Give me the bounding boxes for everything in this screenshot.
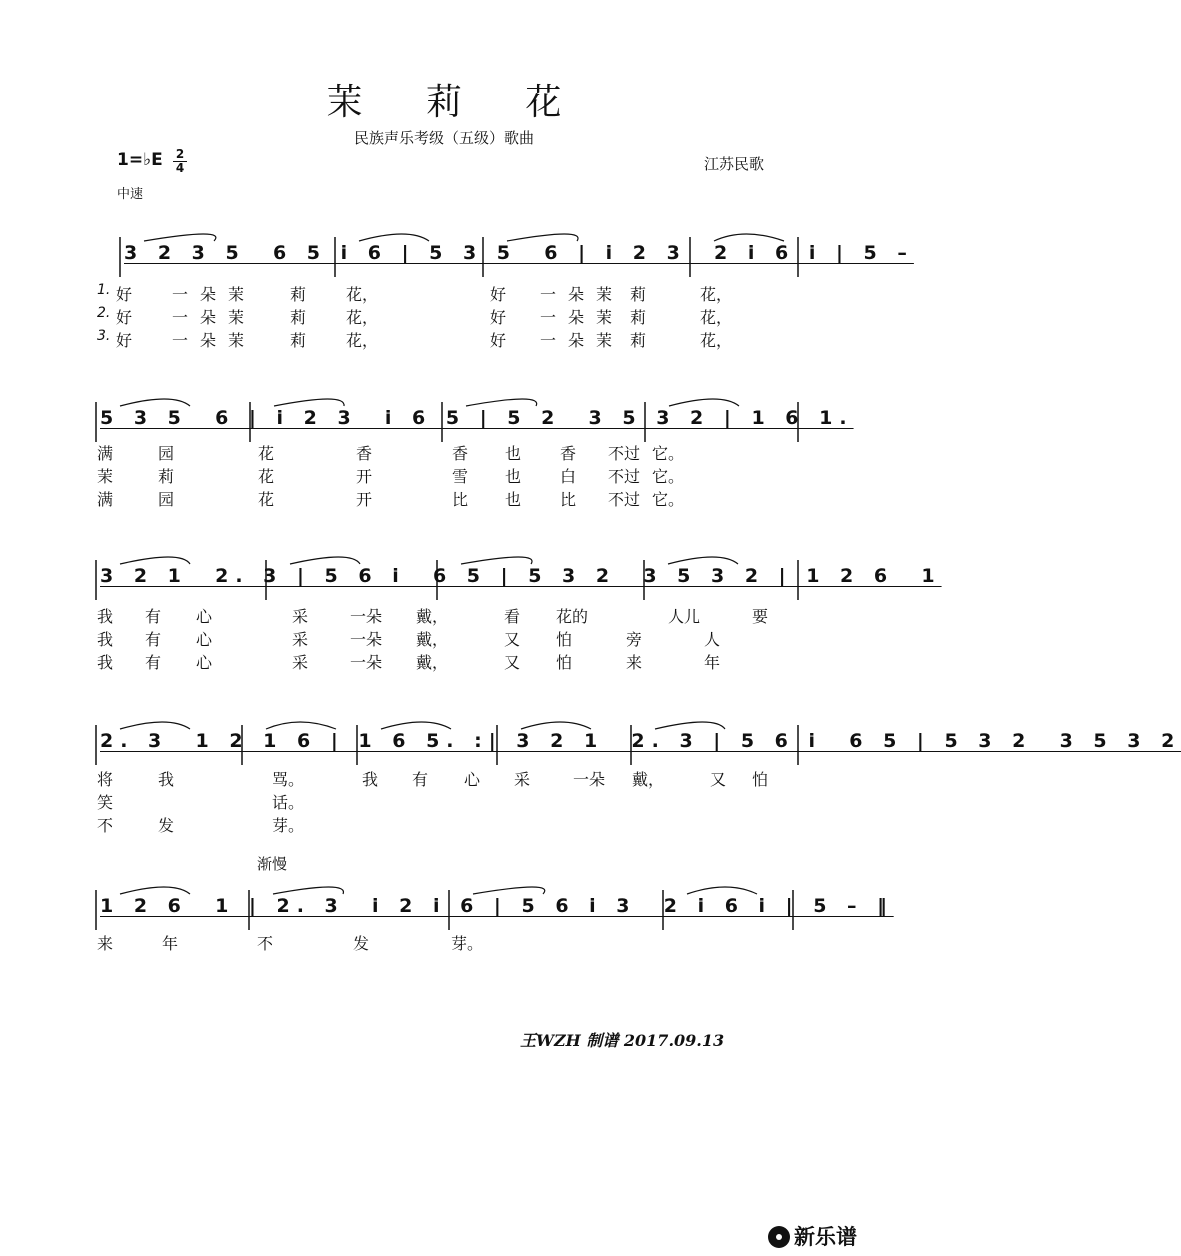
slur-mark xyxy=(120,399,190,406)
slur-mark xyxy=(668,557,738,564)
lyric-syllable: 有 xyxy=(145,630,162,649)
lyric-syllable: 不过 xyxy=(608,444,641,463)
lyric-syllable: 发 xyxy=(353,934,370,953)
lyric-syllable: 莉 xyxy=(630,285,647,304)
lyric-syllable: 好 xyxy=(116,308,133,327)
slur-mark xyxy=(290,557,360,564)
song-subtitle: 民族声乐考级（五级）歌曲 xyxy=(353,129,534,147)
lyric-syllable: 发 xyxy=(158,816,175,835)
slur-mark xyxy=(461,557,532,564)
jianpu-notes: 1 2 6 1 | 2. 3 i 2 i 6 | 5 6 i 3 2 i 6 i | 5 – ‖ xyxy=(100,895,894,917)
transcriber-credit: 王WZH 制谱 2017.09.13 xyxy=(520,1031,725,1050)
lyric-line xyxy=(0,790,888,812)
lyric-syllable: 人 xyxy=(704,630,721,649)
notation-line xyxy=(0,548,942,608)
lyric-syllable: 满 xyxy=(97,444,114,463)
slur-mark xyxy=(273,887,343,894)
lyric-syllable: 我 xyxy=(97,653,114,672)
lyric-line xyxy=(0,767,888,789)
time-signature xyxy=(173,148,187,175)
slur-mark xyxy=(120,722,190,729)
lyric-syllable: 心 xyxy=(464,770,481,789)
lyric-syllable: 莉 xyxy=(290,308,307,327)
lyric-syllable: 一朵茉 xyxy=(540,285,625,304)
lyric-syllable: 怕 xyxy=(752,770,769,789)
lyric-syllable: 花 xyxy=(258,490,275,509)
lyric-syllable: 香 xyxy=(452,444,469,463)
lyric-line xyxy=(0,305,888,327)
composer-attribution: 江苏民歌 xyxy=(704,155,765,173)
lyric-syllable: 花， xyxy=(346,308,379,327)
lyric-syllable: 莉 xyxy=(630,331,647,350)
lyric-syllable: 怕 xyxy=(556,630,573,649)
slur-mark xyxy=(144,234,216,241)
lyric-syllable: 雪 xyxy=(452,467,469,486)
site-logo xyxy=(768,1221,857,1251)
lyric-syllable: 戴， xyxy=(416,607,449,626)
lyric-syllable: 花， xyxy=(346,331,379,350)
slur-mark xyxy=(359,234,429,241)
lyric-syllable: 白 xyxy=(560,467,577,486)
logo-text: 新乐谱 xyxy=(794,1225,857,1249)
slur-mark xyxy=(669,399,739,406)
lyric-syllable: 采 xyxy=(514,770,531,789)
lyric-syllable: 花的 xyxy=(556,607,589,626)
lyric-syllable: 心 xyxy=(196,653,213,672)
lyric-syllable: 怕 xyxy=(556,653,573,672)
lyric-syllable: 开 xyxy=(356,490,373,509)
key-signature: 1=♭E xyxy=(117,150,163,170)
lyric-syllable: 莉 xyxy=(158,467,175,486)
lyric-syllable: 也 xyxy=(505,490,522,509)
lyric-syllable: 一朵茉 xyxy=(172,331,257,350)
verse-number: 3. xyxy=(97,328,111,344)
lyric-line xyxy=(0,282,888,304)
lyric-syllable: 有 xyxy=(412,770,429,789)
slur-mark xyxy=(120,887,190,894)
lyric-syllable: 花， xyxy=(700,308,733,327)
lyric-syllable: 来 xyxy=(97,934,114,953)
lyric-syllable: 我 xyxy=(97,607,114,626)
notation-line xyxy=(0,878,894,938)
lyric-line xyxy=(0,627,888,649)
slur-mark xyxy=(687,887,757,894)
song-title: 茉 莉 花 xyxy=(326,82,588,123)
lyric-syllable: 有 xyxy=(145,607,162,626)
meter-top: 2 xyxy=(173,148,187,162)
lyric-syllable: 心 xyxy=(196,607,213,626)
lyric-syllable: 戴， xyxy=(416,630,449,649)
slur-mark xyxy=(120,557,190,564)
lyric-syllable: 看 xyxy=(504,607,521,626)
lyric-syllable: 香 xyxy=(356,444,373,463)
lyric-syllable: 开 xyxy=(356,467,373,486)
lyric-syllable: 我 xyxy=(158,770,175,789)
notation-line xyxy=(0,713,1181,773)
lyric-syllable: 它。 xyxy=(652,444,685,463)
lyric-syllable: 我 xyxy=(362,770,379,789)
record-disc-icon xyxy=(768,1226,790,1248)
lyric-syllable: 花， xyxy=(700,331,733,350)
lyric-syllable: 心 xyxy=(196,630,213,649)
lyric-line xyxy=(0,464,888,486)
slur-mark xyxy=(274,399,344,406)
lyric-syllable: 花 xyxy=(258,444,275,463)
lyric-syllable: 莉 xyxy=(630,308,647,327)
lyric-syllable: 一朵茉 xyxy=(172,308,257,327)
lyric-syllable: 人儿 xyxy=(668,607,701,626)
lyric-syllable: 有 xyxy=(145,653,162,672)
slur-mark xyxy=(521,722,591,729)
lyric-syllable: 满 xyxy=(97,490,114,509)
slur-mark xyxy=(473,887,545,894)
lyric-syllable: 年 xyxy=(162,934,179,953)
lyric-line xyxy=(0,328,888,350)
lyric-syllable: 一朵茉 xyxy=(540,308,625,327)
lyric-syllable: 骂。 xyxy=(272,770,305,789)
lyric-syllable: 话。 xyxy=(272,793,305,812)
lyric-syllable: 它。 xyxy=(652,467,685,486)
lyric-syllable: 香 xyxy=(560,444,577,463)
lyric-syllable: 花， xyxy=(346,285,379,304)
lyric-line xyxy=(0,650,888,672)
jianpu-notes: 3 2 3 5 6 5 i 6 | 5 3 5 6 | i 2 3 2 i 6 i | 5 – xyxy=(124,242,914,264)
lyric-syllable: 好 xyxy=(490,285,507,304)
verse-number: 1. xyxy=(97,282,111,298)
lyric-syllable: 芽。 xyxy=(451,934,484,953)
verse-number: 2. xyxy=(97,305,111,321)
lyric-syllable: 戴， xyxy=(416,653,449,672)
lyric-syllable: 采 xyxy=(292,630,309,649)
lyric-syllable: 不过 xyxy=(608,467,641,486)
tempo-marking: 中速 xyxy=(117,187,144,202)
slur-mark xyxy=(466,399,537,406)
lyric-syllable: 一朵 xyxy=(350,630,383,649)
jianpu-notes: 3 2 1 2. 3 | 5 6 i 6 5 | 5 3 2 3 5 3 2 | 1 2 6 1 xyxy=(100,565,942,587)
jianpu-notes: 2. 3 1 2 1 6 | 1 6 5. :| 3 2 1 2. 3 | 5 6 i 6 5 | 5 3 2 3 5 3 2 xyxy=(100,730,1181,752)
lyric-syllable: 我 xyxy=(97,630,114,649)
lyric-syllable: 好 xyxy=(116,285,133,304)
lyric-syllable: 不 xyxy=(257,934,274,953)
lyric-syllable: 不 xyxy=(97,816,114,835)
lyric-syllable: 笑 xyxy=(97,793,114,812)
lyric-syllable: 来 xyxy=(626,653,643,672)
lyric-line xyxy=(0,604,888,626)
lyric-syllable: 将 xyxy=(97,770,114,789)
lyric-syllable: 也 xyxy=(505,444,522,463)
slur-mark xyxy=(507,234,578,241)
lyric-syllable: 好 xyxy=(490,308,507,327)
lyric-syllable: 比 xyxy=(560,490,577,509)
lyric-syllable: 园 xyxy=(158,490,175,509)
lyric-line xyxy=(0,813,888,835)
lyric-syllable: 芽。 xyxy=(272,816,305,835)
slur-mark xyxy=(266,722,336,729)
lyric-syllable: 莉 xyxy=(290,331,307,350)
lyric-syllable: 一朵 xyxy=(573,770,606,789)
slur-mark xyxy=(655,722,725,729)
lyric-syllable: 好 xyxy=(116,331,133,350)
slur-mark xyxy=(714,234,784,241)
lyric-syllable: 要 xyxy=(752,607,769,626)
lyric-syllable: 一朵茉 xyxy=(172,285,257,304)
lyric-line xyxy=(0,931,888,953)
lyric-syllable: 又 xyxy=(710,770,727,789)
lyric-syllable: 又 xyxy=(504,653,521,672)
lyric-syllable: 好 xyxy=(490,331,507,350)
lyric-syllable: 花， xyxy=(700,285,733,304)
lyric-syllable: 采 xyxy=(292,607,309,626)
lyric-syllable: 莉 xyxy=(290,285,307,304)
lyric-syllable: 又 xyxy=(504,630,521,649)
lyric-syllable: 一朵 xyxy=(350,653,383,672)
lyric-syllable: 也 xyxy=(505,467,522,486)
lyric-syllable: 年 xyxy=(704,653,721,672)
lyric-syllable: 一朵 xyxy=(350,607,383,626)
lyric-syllable: 采 xyxy=(292,653,309,672)
lyric-line xyxy=(0,441,888,463)
lyric-syllable: 不过 xyxy=(608,490,641,509)
lyric-line xyxy=(0,487,888,509)
lyric-syllable: 花 xyxy=(258,467,275,486)
jianpu-notes: 5 3 5 6 | i 2 3 i 6 5 | 5 2 3 5 3 2 | 1 6 1. xyxy=(100,407,854,429)
lyric-syllable: 比 xyxy=(452,490,469,509)
slur-mark xyxy=(381,722,451,729)
lyric-syllable: 戴， xyxy=(632,770,665,789)
tempo-change-mark: 渐慢 xyxy=(257,855,288,873)
lyric-syllable: 园 xyxy=(158,444,175,463)
lyric-syllable: 旁 xyxy=(626,630,643,649)
lyric-syllable: 一朵茉 xyxy=(540,331,625,350)
lyric-syllable: 茉 xyxy=(97,467,114,486)
lyric-syllable: 它。 xyxy=(652,490,685,509)
notation-line xyxy=(0,225,914,285)
meter-bottom: 4 xyxy=(175,161,185,175)
